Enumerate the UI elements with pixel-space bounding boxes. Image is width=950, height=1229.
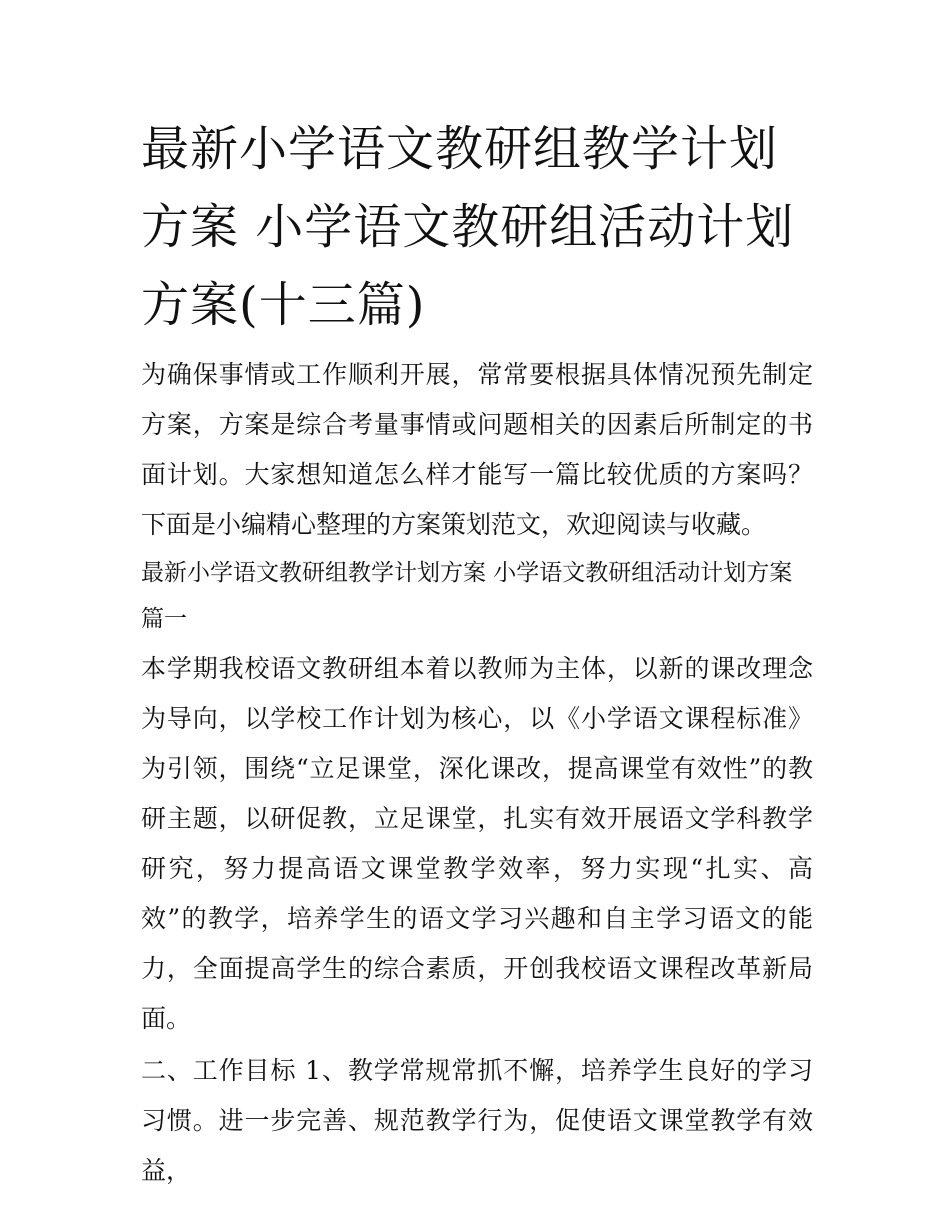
document-page — [141, 110, 813, 1196]
section-heading: 最新小学语文教研组教学计划方案 小学语文教研组活动计划方案篇一 — [141, 560, 793, 632]
document-title: 最新小学语文教研组教学计划方案 小学语文教研组活动计划方案(十三篇) — [141, 121, 795, 333]
body-paragraph-2: 二、工作目标 1、教学常规常抓不懈，培养学生良好的学习习惯。进一步完善、规范教学行为，促使语文课堂教学有效益， — [141, 1056, 813, 1185]
body-paragraph-1: 本学期我校语文教研组本着以教师为主体，以新的课改理念为导向，以学校工作计划为核心，以《小学语文课程标准》为引领，围绕“立足课堂，深化课改，提高课堂有效性”的教研主题，以研促教，立足课堂，扎实有效开展语文学科教学研究，努力提高语文课堂教学效率，努力实现“扎实、高效”的教学，培养学生的语文学习兴趣和自主学习语文的能力，全面提高学生的综合素质，开创我校语文课程改革新局面。 — [141, 654, 813, 1033]
intro-paragraph: 为确保事情或工作顺利开展，常常要根据具体情况预先制定方案，方案是综合考量事情或问题相关的因素后所制定的书面计划。大家想知道怎么样才能写一篇比较优质的方案吗？下面是小编精心整理的方案策划范文，欢迎阅读与收藏。 — [141, 360, 813, 539]
